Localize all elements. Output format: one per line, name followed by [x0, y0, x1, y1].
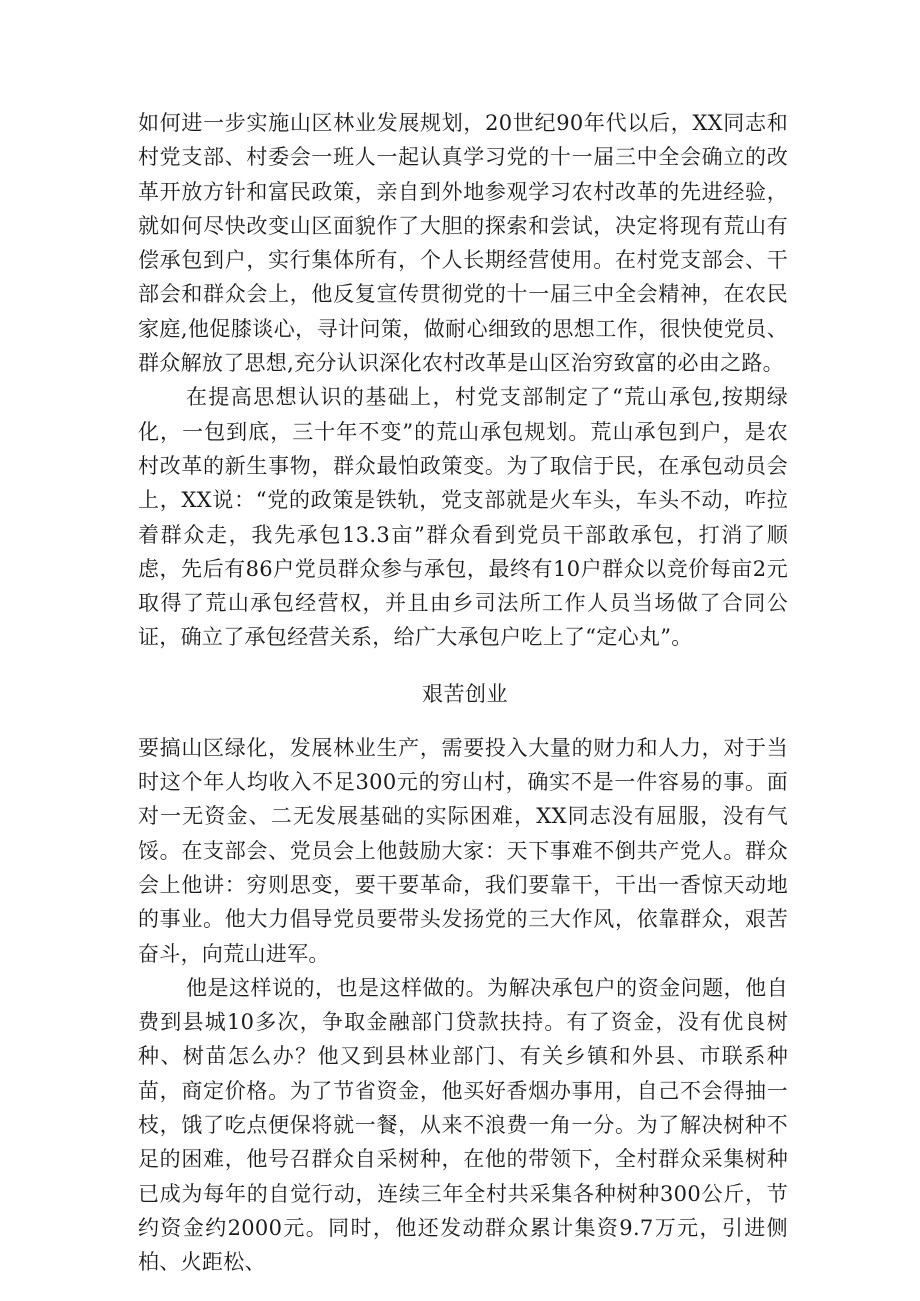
- section-heading: 艰苦创业: [422, 681, 508, 706]
- document-page: [138, 106, 788, 1280]
- paragraph-2: 在提高思想认识的基础上，村党支部制定了“荒山承包,按期绿化，一包到底，三十年不变”的荒山承包规划。荒山承包到户，是农村改革的新生事物，群众最怕政策变。为了取信于民，在承包动员会上，XX说：“党的政策是铁轨，党支部就是火车头，车头不动，咋拉着群众走，我先承包13.3亩”群众看到党员干部敢承包，打消了顺虑，先后有86户党员群众参与承包，最终有10户群众以竞价每亩2元取得了荒山承包经营权，并且由乡司法所工作人员当场做了合同公证，确立了承包经营关系，给广大承包户吃上了“定心丸”。: [138, 385, 788, 650]
- paragraph-1: 如何进一步实施山区林业发展规划，20世纪90年代以后，XX同志和村党支部、村委会一班人一起认真学习党的十一届三中全会确立的改革开放方针和富民政策，亲自到外地参观学习农村改革的先进经验，就如何尽快改变山区面貌作了大胆的探索和尝试，决定将现有荒山有偿承包到户，实行集体所有，个人长期经营使用。在村党支部会、干部会和群众会上，他反复宣传贯彻党的十一届三中全会精神，在农民家庭,他促膝谈心，寻计问策，做耐心细致的思想工作，很快使党员、群众解放了思想,充分认识深化农村改革是山区治穷致富的必由之路。: [138, 111, 788, 376]
- paragraph-4: 他是这样说的，也是这样做的。为解决承包户的资金问题，他自费到县城10多次，争取金融部门贷款扶持。有了资金，没有优良树种、树苗怎么办？他又到县林业部门、有关乡镇和外县、市联系种苗，商定价格。为了节省资金，他买好香烟办事用，自己不会得抽一枝，饿了吃点便保将就一餐，从来不浪费一角一分。为了解决树种不足的困难，他号召群众自采树种，在他的带领下，全村群众采集树种已成为每年的自觉行动，连续三年全村共采集各种树种300公斤，节约资金约2000元。同时，他还发动群众累计集资9.7万元，引进侧柏、火距松、: [138, 975, 788, 1275]
- paragraph-3: 要搞山区绿化，发展林业生产，需要投入大量的财力和人力，对于当时这个年人均收入不足300元的穷山村，确实不是一件容易的事。面对一无资金、二无发展基础的实际困难，XX同志没有屈服，没有气馁。在支部会、党员会上他鼓励大家：天下事难不倒共产党人。群众会上他讲：穷则思变，要干要革命，我们要靠干，干出一香惊天动地的事业。他大力倡导党员要带头发扬党的三大作风，依靠群众，艰苦奋斗，向荒山进军。: [138, 735, 788, 966]
